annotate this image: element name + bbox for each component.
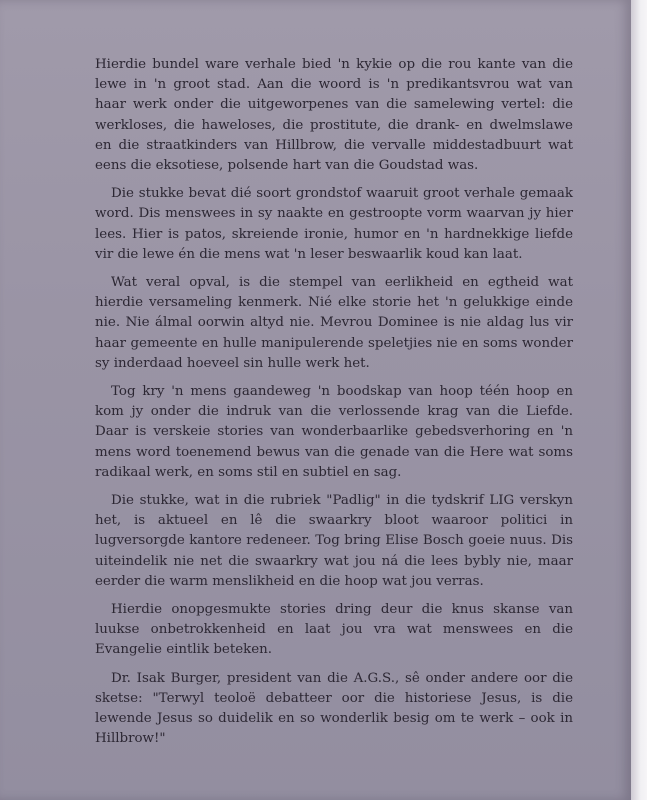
paragraph-7-quote: Dr. Isak Burger, president van die A.G.S., sê onder andere oor die sketse: "Terwyl teoloë debatteer oor die historiese Jesus, is die lewende Jesus so duidelik en so wonderlik besig om te werk – ook in Hillbrow!" [95, 670, 573, 747]
paragraph-4: Tog kry 'n mens gaandeweg 'n boodskap van hoop téén hoop en kom jy onder die indruk van die verlossende krag van die Liefde. Daar is verskeie stories van wonderbaarlike gebedsverhoring en 'n mens word toenemend bewus van die genade van die Here wat soms radikaal werk, en soms stil en subtiel en sag. [95, 384, 573, 480]
scanner-white-margin [631, 0, 647, 800]
paragraph-5: Die stukke, wat in die rubriek "Padlig" in die tydskrif LIG verskyn het, is aktueel en lê die swaarkry bloot waaroor politici in lugversorgde kantore redeneer. Tog bring Elise Bosch goeie nuus. Dis uiteindelik nie net die swaarkry wat jou ná die lees bybly nie, maar eerder die warm menslikheid en die hoop wat jou verras. [95, 493, 573, 589]
paragraph-1: Hierdie bundel ware verhale bied 'n kykie op die rou kante van die lewe in 'n groot stad. Aan die woord is 'n predikantsvrou wat van haar werk onder die uitgeworpenes van die samelewing vertel: die werkloses, die haweloses, die prostitute, die drank- en dwelmslawe en die straatkinders van Hillbrow, die vervalle middestadbuurt wat eens die eksotiese, polsende hart van die Goudstad was. [95, 57, 573, 174]
paragraph-3: Wat veral opval, is die stempel van eerlikheid en egtheid wat hierdie versameling kenmerk. Nié elke storie het 'n gelukkige einde nie. Nie álmal oorwin altyd nie. Mevrou Dominee is nie aldag lus vir haar gemeente en hulle manipulerende speletjies nie en soms wonder sy inderdaad hoeveel sin hulle werk het. [95, 275, 573, 371]
paragraph-6: Hierdie onopgesmukte stories dring deur die knus skanse van luukse onbetrokkenheid en laat jou vra wat menswees en die Evangelie eintlik beteken. [95, 602, 573, 658]
blurb-text [95, 55, 573, 758]
paragraph-2: Die stukke bevat dié soort grondstof waaruit groot verhale gemaak word. Dis menswees in sy naakte en gestroopte vorm waarvan jy hier lees. Hier is patos, skreiende ironie, humor en 'n hardnekkige liefde vir die lewe én die mens wat 'n leser beswaarlik koud kan laat. [95, 186, 573, 262]
